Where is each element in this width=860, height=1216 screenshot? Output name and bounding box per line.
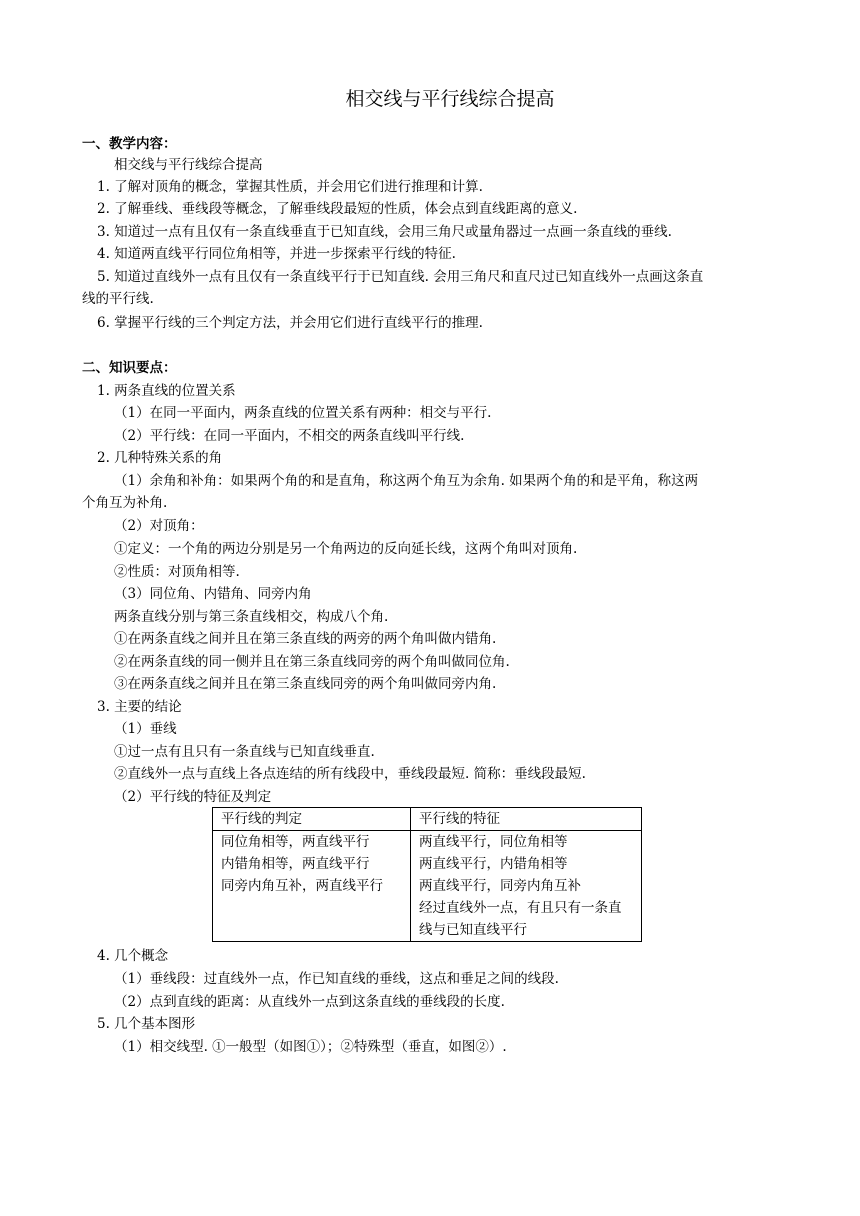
section2-line: 1. 两条直线的位置关系	[97, 383, 236, 399]
section2-line: ③在两条直线之间并且在第三条直线同旁的两个角叫做同旁内角.	[114, 676, 497, 692]
table-cell-line: 内错角相等，两直线平行	[221, 856, 370, 872]
section2-line: 个角互为补角.	[82, 495, 168, 511]
section2-line: 2. 几种特殊关系的角	[97, 450, 223, 466]
parallel-lines-table	[212, 807, 642, 942]
section2-line: （1）相交线型. ①一般型（如图①）；②特殊型（垂直，如图②）.	[114, 1039, 507, 1055]
table-cell-line: 经过直线外一点，有且只有一条直	[419, 900, 622, 916]
table-cell-line: 两直线平行，内错角相等	[419, 856, 568, 872]
section1-item-5-cont: 线的平行线.	[82, 291, 154, 307]
section2-line: ①过一点有且只有一条直线与已知直线垂直.	[114, 744, 375, 760]
section1-item-2: 2. 了解垂线、垂线段等概念，了解垂线段最短的性质，体会点到直线距离的意义.	[97, 201, 578, 217]
table-cell-criteria	[213, 831, 411, 942]
section2-line: ②在两条直线的同一侧并且在第三条直线同旁的两个角叫做同位角.	[114, 654, 510, 670]
table-header-criteria: 平行线的判定	[213, 808, 411, 831]
section1-item-1: 1. 了解对顶角的概念，掌握其性质，并会用它们进行推理和计算.	[97, 179, 483, 195]
table-cell-line: 两直线平行，同位角相等	[419, 834, 568, 850]
section2-line: ②直线外一点与直线上各点连结的所有线段中，垂线段最短. 简称：垂线段最短.	[114, 766, 586, 782]
table-header-properties: 平行线的特征	[411, 808, 642, 831]
section2-line: ②性质：对顶角相等.	[114, 564, 240, 580]
table-cell-line: 线与已知直线平行	[419, 922, 527, 938]
page-title: 相交线与平行线综合提高	[345, 88, 555, 110]
table-cell-line: 同位角相等，两直线平行	[221, 834, 370, 850]
section1-item-3: 3. 知道过一点有且仅有一条直线垂直于已知直线，会用三角尺或量角器过一点画一条直线的垂线.	[97, 224, 672, 240]
section2-line: （1）在同一平面内，两条直线的位置关系有两种：相交与平行.	[114, 405, 492, 421]
table-cell-properties	[411, 831, 642, 942]
section2-line: （2）平行线：在同一平面内，不相交的两条直线叫平行线.	[114, 428, 465, 444]
table-cell-line: 两直线平行，同旁内角互补	[419, 878, 581, 894]
section2-line: （2）平行线的特征及判定	[114, 789, 272, 805]
section2-line: （1）余角和补角：如果两个角的和是直角，称这两个角互为余角. 如果两个角的和是平角，称这两	[114, 473, 699, 489]
section1-item-6: 6. 掌握平行线的三个判定方法，并会用它们进行直线平行的推理.	[97, 315, 483, 331]
section1-heading: 一、教学内容：	[82, 136, 177, 152]
section2-heading: 二、知识要点：	[82, 360, 177, 376]
section2-line: （1）垂线	[114, 721, 177, 737]
section2-line: 两条直线分别与第三条直线相交，构成八个角.	[114, 609, 389, 625]
section2-line: 4. 几个概念	[97, 948, 169, 964]
section2-line: 3. 主要的结论	[97, 699, 182, 715]
section1-item-4: 4. 知道两直线平行同位角相等，并进一步探索平行线的特征.	[97, 246, 456, 262]
section2-line: 5. 几个基本图形	[97, 1016, 196, 1032]
section2-line: ①定义：一个角的两边分别是另一个角两边的反向延长线，这两个角叫对顶角.	[114, 541, 578, 557]
section1-item-5: 5. 知道过直线外一点有且仅有一条直线平行于已知直线. 会用三角尺和直尺过已知直线外一点画这条直	[97, 269, 704, 285]
table-cell-line: 同旁内角互补，两直线平行	[221, 878, 383, 894]
section2-line: （3）同位角、内错角、同旁内角	[114, 586, 312, 602]
section2-line: ①在两条直线之间并且在第三条直线的两旁的两个角叫做内错角.	[114, 631, 497, 647]
section2-line: （2）对顶角：	[114, 518, 204, 534]
section2-line: （2）点到直线的距离：从直线外一点到这条直线的垂线段的长度.	[114, 994, 505, 1010]
section1-subtitle: 相交线与平行线综合提高	[114, 157, 263, 173]
section2-line: （1）垂线段：过直线外一点，作已知直线的垂线，这点和垂足之间的线段.	[114, 971, 559, 987]
